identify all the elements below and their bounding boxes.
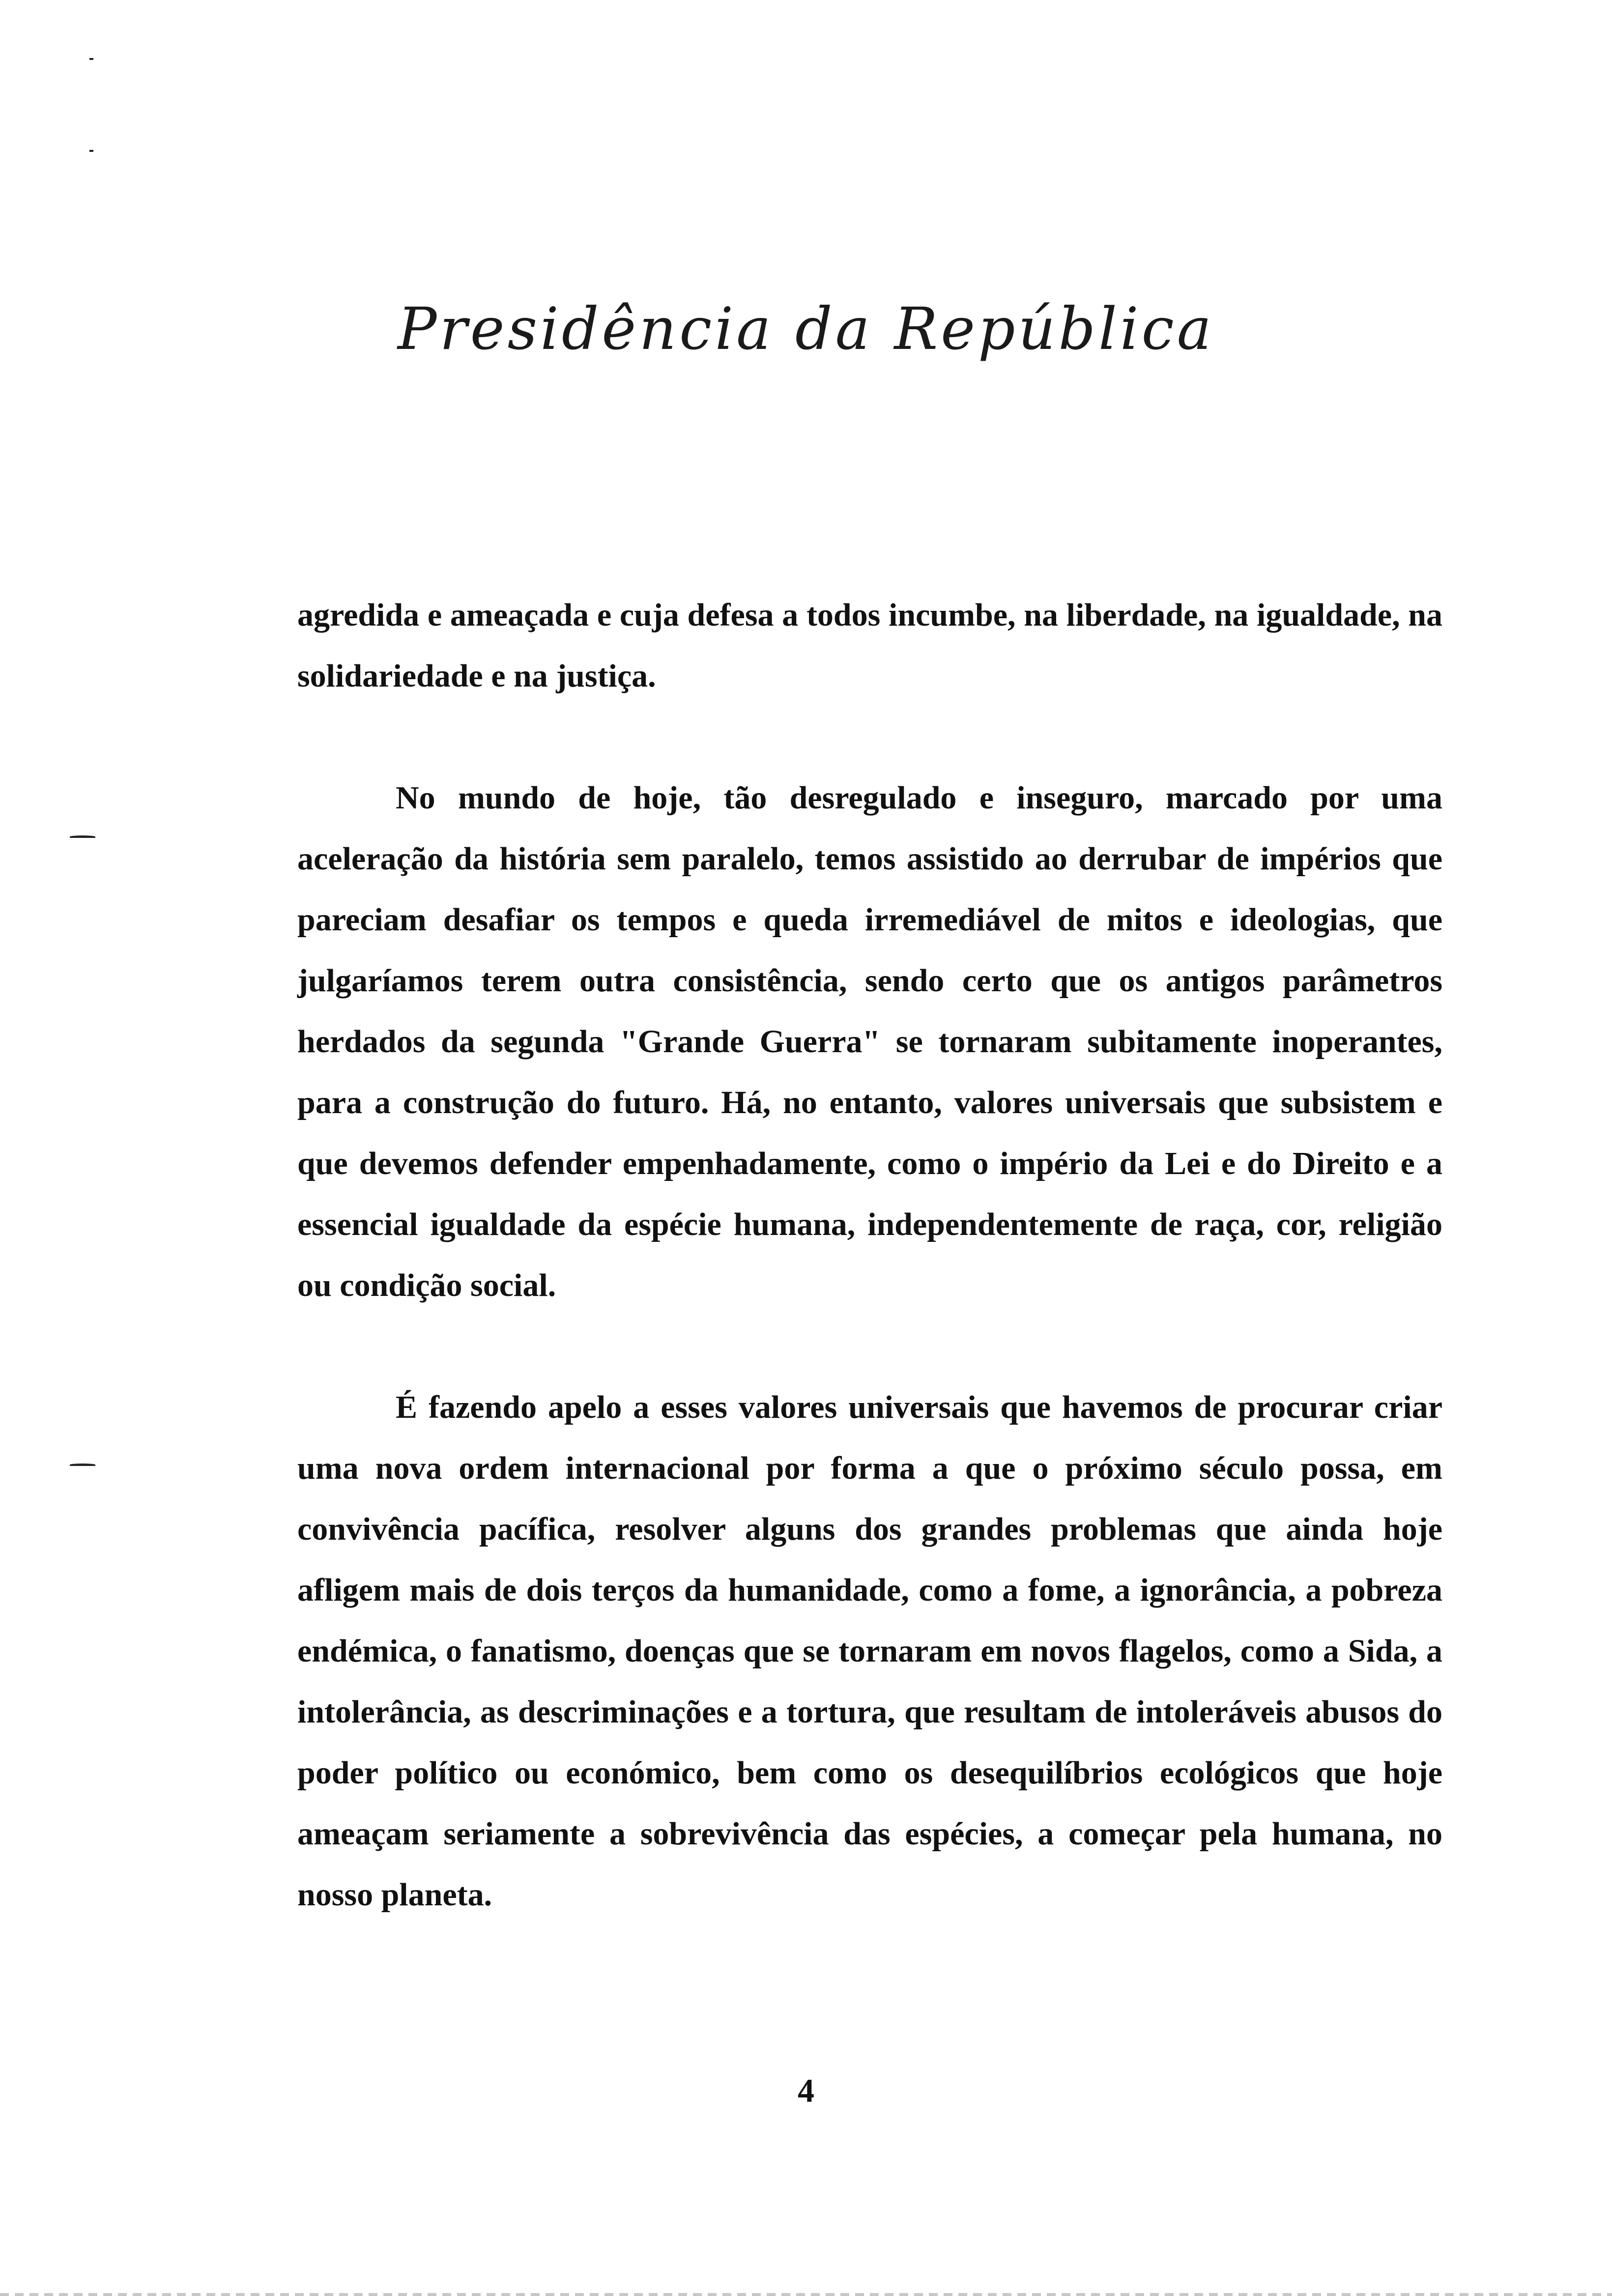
scan-speck <box>89 150 93 152</box>
paragraph-3: É fazendo apelo a esses valores universais que havemos de procurar criar uma nova ordem internacional por forma a que o próximo século possa, em convivência pacífica, resolver alguns dos grandes problemas que ainda hoje afligem mais de dois terços da humanidade, como a fome, a ignorância, a pobreza endémica, o fanatismo, doenças que se tornaram em novos flagelos, como a Sida, a intolerância, as descriminações e a tortura, que resultam de intoleráveis abusos do poder político ou económico, bem como os desequilíbrios ecológicos que hoje ameaçam seriamente a sobrevivência das espécies, a começar pela humana, no nosso planeta. <box>297 1389 1442 1913</box>
page-number: 4 <box>798 2072 814 2109</box>
paragraph-1: agredida e ameaçada e cuja defesa a todos incumbe, na liberdade, na igualdade, na solidariedade e na justiça. <box>297 597 1442 694</box>
paragraph-2: No mundo de hoje, tão desregulado e inseguro, marcado por uma aceleração da história sem paralelo, temos assistido ao derrubar de impérios que pareciam desafiar os tempos e queda irremediável de mitos e ideologias, que julgaríamos terem outra consistência, sendo certo que os antigos parâmetros herdados da segunda "Grande Guerra" se tornaram subitamente inoperantes, para a construção do futuro. Há, no entanto, valores universais que subsistem e que devemos defender empenhadamente, como o império da Lei e do Direito e a essencial igualdade da espécie humana, independentemente de raça, cor, religião ou condição social. <box>297 780 1442 1303</box>
punch-hole-mark <box>70 1464 95 1466</box>
letterhead-title: Presidência da República <box>397 295 1215 363</box>
scan-bottom-edge <box>0 2293 1612 2296</box>
scan-speck <box>89 58 93 60</box>
document-body <box>297 585 1442 1925</box>
punch-hole-mark <box>70 835 95 838</box>
